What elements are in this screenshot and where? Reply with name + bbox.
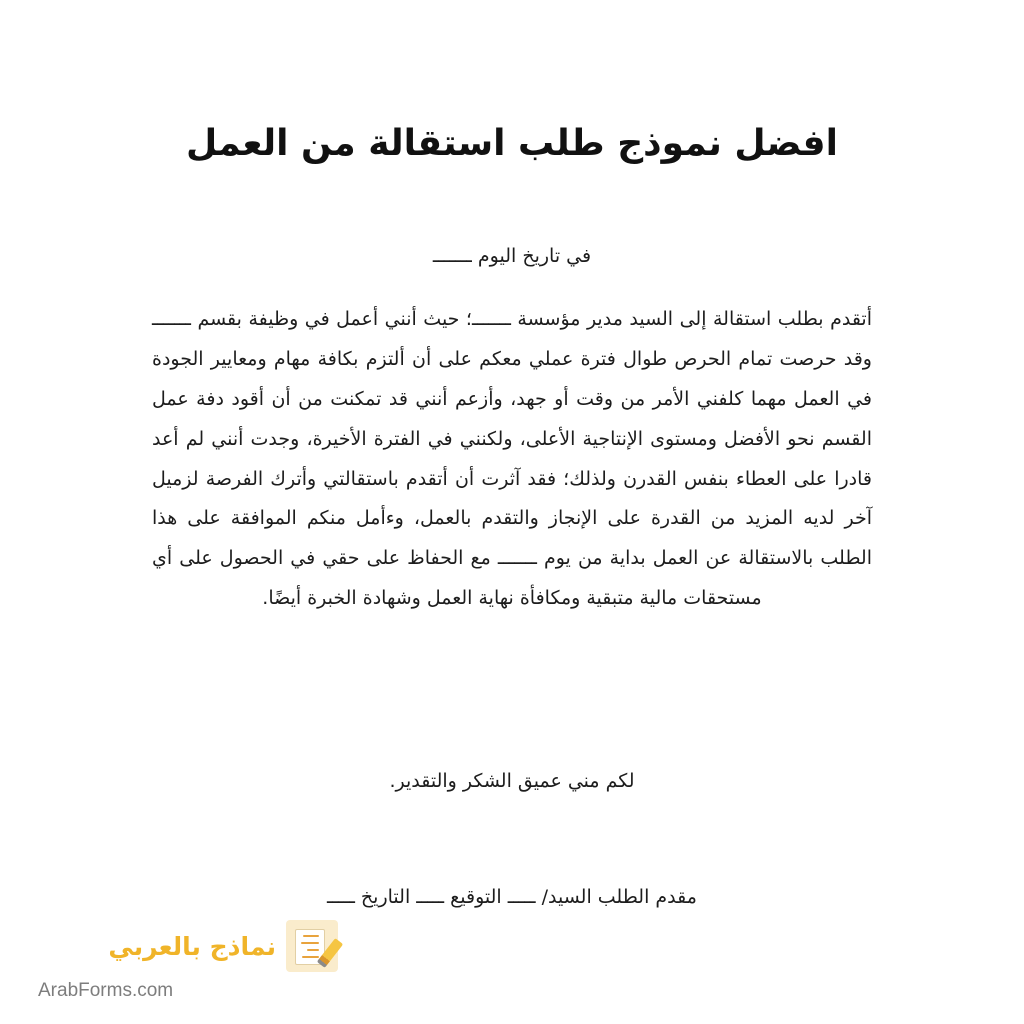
signature-line: مقدم الطلب السيد/ ـــــ التوقيع ـــــ التاريخ ـــــ [327, 886, 697, 908]
site-logo[interactable] [38, 920, 338, 1001]
closing-thanks-line: لكم مني عميق الشكر والتقدير. [389, 770, 635, 792]
document-pencil-icon [286, 920, 338, 972]
date-line: في تاريخ اليوم ـــــــ [432, 245, 592, 267]
logo-latin-text: ArabForms.com [38, 980, 174, 1001]
letter-body [152, 300, 872, 619]
logo-row [38, 920, 338, 972]
page-title: افضل نموذج طلب استقالة من العمل [186, 123, 838, 165]
letter-body-paragraph: أتقدم بطلب استقالة إلى السيد مدير مؤسسة ـــــــ؛ حيث أنني أعمل في وظيفة بقسم ـــــــ وقد حرصت تمام الحرص طوال فترة عملي معكم على أن ألتزم بكافة مهام ومعايير الجودة في العمل مهما كلفني الأمر من وقت أو جهد، وأزعم أنني قد تمكنت من أن أقود دفة عمل القسم نحو الأفضل ومستوى الإنتاجية الأعلى، ولكنني في الفترة الأخيرة، وجدت أنني لم أعد قادرا على العطاء بنفس القدرن ولذلك؛ فقد آثرت أن أتقدم باستقالتي وأترك الفرصة لزميل آخر لديه المزيد من القدرة على الإنجاز والتقدم بالعمل، وءأمل منكم الموافقة على هذا الطلب بالاستقالة عن العمل بداية من يوم ـــــــ مع الحفاظ على حقي في الحصول على أي مستحقات مالية متبقية ومكافأة نهاية العمل وشهادة الخبرة أيضًا. [152, 308, 872, 610]
logo-arabic-text: نماذج بالعربي [108, 931, 276, 961]
